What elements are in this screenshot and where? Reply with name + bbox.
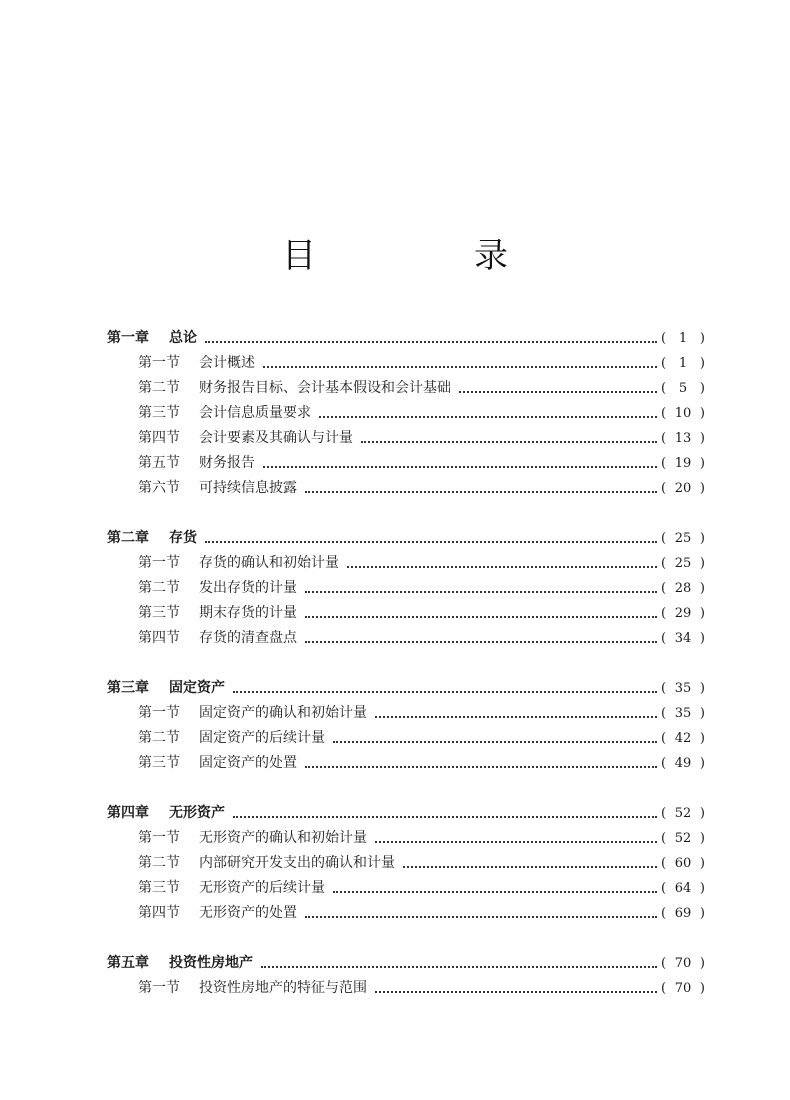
page-number-value: 1	[678, 331, 688, 346]
page-number	[661, 851, 705, 876]
page-number-value: 42	[674, 731, 692, 746]
close-paren: )	[699, 431, 705, 446]
open-paren: (	[661, 981, 667, 996]
dot-leader	[301, 626, 661, 651]
chapter-block	[107, 526, 705, 651]
open-paren: (	[661, 631, 667, 646]
page-number-value: 52	[674, 831, 692, 846]
dot-leader	[259, 351, 661, 376]
section-number: 第一节	[138, 555, 180, 571]
chapter-entry[interactable]	[107, 951, 705, 976]
chapter-title: 投资性房地产	[169, 955, 253, 971]
close-paren: )	[699, 556, 705, 571]
open-paren: (	[661, 681, 667, 696]
close-paren: )	[699, 831, 705, 846]
dot-leader	[399, 851, 661, 876]
close-paren: )	[699, 606, 705, 621]
dot-leader	[371, 701, 661, 726]
section-number: 第三节	[138, 880, 180, 896]
section-number: 第二节	[138, 730, 180, 746]
page-number-value: 20	[674, 481, 692, 496]
dot-leader	[301, 576, 661, 601]
section-entry[interactable]	[107, 826, 705, 851]
open-paren: (	[661, 356, 667, 371]
section-entry[interactable]	[107, 426, 705, 451]
toc-heading: 目 录	[282, 236, 570, 276]
section-title: 财务报告	[199, 455, 255, 471]
open-paren: (	[661, 706, 667, 721]
page-number-value: 34	[674, 631, 692, 646]
section-number: 第五节	[138, 455, 180, 471]
section-title: 固定资产的后续计量	[199, 730, 325, 746]
section-entry[interactable]	[107, 851, 705, 876]
close-paren: )	[699, 381, 705, 396]
section-entry[interactable]	[107, 751, 705, 776]
section-number: 第一节	[138, 705, 180, 721]
close-paren: )	[699, 331, 705, 346]
chapter-number: 第一章	[107, 330, 149, 346]
section-number: 第二节	[138, 380, 180, 396]
open-paren: (	[661, 581, 667, 596]
page-number	[661, 576, 705, 601]
section-entry[interactable]	[107, 401, 705, 426]
open-paren: (	[661, 431, 667, 446]
page-number-value: 52	[674, 806, 692, 821]
page-number	[661, 726, 705, 751]
close-paren: )	[699, 456, 705, 471]
section-number: 第三节	[138, 755, 180, 771]
close-paren: )	[699, 956, 705, 971]
close-paren: )	[699, 856, 705, 871]
open-paren: (	[661, 856, 667, 871]
open-paren: (	[661, 731, 667, 746]
dot-leader	[229, 801, 661, 826]
page-number	[661, 901, 705, 926]
dot-leader	[301, 476, 661, 501]
section-number: 第四节	[138, 430, 180, 446]
page-number	[661, 601, 705, 626]
section-number: 第六节	[138, 480, 180, 496]
section-title: 期末存货的计量	[199, 605, 297, 621]
page-number-value: 64	[674, 881, 692, 896]
chapter-block	[107, 951, 705, 1001]
chapter-title: 固定资产	[169, 680, 225, 696]
dot-leader	[301, 901, 661, 926]
open-paren: (	[661, 406, 667, 421]
dot-leader	[259, 451, 661, 476]
dot-leader	[371, 826, 661, 851]
section-entry[interactable]	[107, 576, 705, 601]
close-paren: )	[699, 706, 705, 721]
open-paren: (	[661, 906, 667, 921]
section-number: 第四节	[138, 905, 180, 921]
close-paren: )	[699, 681, 705, 696]
section-title: 固定资产的处置	[199, 755, 297, 771]
section-number: 第一节	[138, 980, 180, 996]
section-title: 投资性房地产的特征与范围	[199, 980, 367, 996]
open-paren: (	[661, 831, 667, 846]
open-paren: (	[661, 606, 667, 621]
section-entry[interactable]	[107, 551, 705, 576]
section-title: 会计信息质量要求	[199, 405, 311, 421]
page-number-value: 49	[674, 756, 692, 771]
chapter-number: 第二章	[107, 530, 149, 546]
section-title: 发出存货的计量	[199, 580, 297, 596]
dot-leader	[201, 326, 661, 351]
page-number	[661, 876, 705, 901]
section-title: 可持续信息披露	[199, 480, 297, 496]
section-entry[interactable]	[107, 451, 705, 476]
section-number: 第一节	[138, 830, 180, 846]
close-paren: )	[699, 356, 705, 371]
chapter-title: 总论	[169, 330, 197, 346]
chapter-block	[107, 326, 705, 501]
section-entry[interactable]	[107, 351, 705, 376]
close-paren: )	[699, 481, 705, 496]
close-paren: )	[699, 731, 705, 746]
page-number	[661, 401, 705, 426]
open-paren: (	[661, 331, 667, 346]
section-number: 第三节	[138, 405, 180, 421]
section-entry[interactable]	[107, 901, 705, 926]
section-title: 存货的确认和初始计量	[199, 555, 339, 571]
table-of-contents	[107, 326, 705, 1026]
chapter-title: 无形资产	[169, 805, 225, 821]
page-number	[661, 976, 705, 1001]
close-paren: )	[699, 881, 705, 896]
chapter-number: 第四章	[107, 805, 149, 821]
page-number-value: 10	[674, 406, 692, 421]
chapter-entry[interactable]	[107, 526, 705, 551]
open-paren: (	[661, 881, 667, 896]
dot-leader	[329, 726, 661, 751]
section-entry[interactable]	[107, 976, 705, 1001]
page-number	[661, 476, 705, 501]
page-number-value: 5	[678, 381, 688, 396]
page-number	[661, 676, 705, 701]
dot-leader	[329, 876, 661, 901]
page-number-value: 69	[674, 906, 692, 921]
page-number	[661, 351, 705, 376]
page-number	[661, 551, 705, 576]
page-number	[661, 326, 705, 351]
chapter-number: 第三章	[107, 680, 149, 696]
page-number-value: 13	[674, 431, 692, 446]
page-number	[661, 426, 705, 451]
section-title: 无形资产的处置	[199, 905, 297, 921]
section-number: 第一节	[138, 355, 180, 371]
chapter-block	[107, 676, 705, 776]
dot-leader	[315, 401, 661, 426]
section-number: 第二节	[138, 580, 180, 596]
section-entry[interactable]	[107, 876, 705, 901]
page-number-value: 35	[674, 706, 692, 721]
page-number-value: 60	[674, 856, 692, 871]
chapter-block	[107, 801, 705, 926]
page-number-value: 35	[674, 681, 692, 696]
open-paren: (	[661, 481, 667, 496]
page-number	[661, 701, 705, 726]
dot-leader	[371, 976, 661, 1001]
section-entry[interactable]	[107, 601, 705, 626]
chapter-entry[interactable]	[107, 801, 705, 826]
page-number	[661, 526, 705, 551]
chapter-title: 存货	[169, 530, 197, 546]
page-number-value: 1	[678, 356, 688, 371]
dot-leader	[343, 551, 661, 576]
chapter-entry[interactable]	[107, 326, 705, 351]
open-paren: (	[661, 956, 667, 971]
close-paren: )	[699, 531, 705, 546]
page-number-value: 25	[674, 531, 692, 546]
chapter-entry[interactable]	[107, 676, 705, 701]
page-number-value: 70	[674, 956, 692, 971]
page-number	[661, 951, 705, 976]
dot-leader	[201, 526, 661, 551]
dot-leader	[301, 601, 661, 626]
page-number-value: 19	[674, 456, 692, 471]
open-paren: (	[661, 806, 667, 821]
section-entry[interactable]	[107, 376, 705, 401]
section-title: 固定资产的确认和初始计量	[199, 705, 367, 721]
open-paren: (	[661, 556, 667, 571]
page-number-value: 70	[674, 981, 692, 996]
dot-leader	[257, 951, 661, 976]
section-number: 第二节	[138, 855, 180, 871]
section-entry[interactable]	[107, 726, 705, 751]
close-paren: )	[699, 406, 705, 421]
open-paren: (	[661, 531, 667, 546]
dot-leader	[357, 426, 661, 451]
close-paren: )	[699, 581, 705, 596]
open-paren: (	[661, 381, 667, 396]
section-number: 第三节	[138, 605, 180, 621]
dot-leader	[301, 751, 661, 776]
close-paren: )	[699, 756, 705, 771]
chapter-number: 第五章	[107, 955, 149, 971]
open-paren: (	[661, 756, 667, 771]
page-number	[661, 751, 705, 776]
section-title: 会计要素及其确认与计量	[199, 430, 353, 446]
section-title: 存货的清查盘点	[199, 630, 297, 646]
page-number-value: 28	[674, 581, 692, 596]
dot-leader	[229, 676, 661, 701]
page-number	[661, 801, 705, 826]
section-title: 会计概述	[199, 355, 255, 371]
dot-leader	[455, 376, 661, 401]
section-title: 无形资产的确认和初始计量	[199, 830, 367, 846]
page-number-value: 29	[674, 606, 692, 621]
section-number: 第四节	[138, 630, 180, 646]
open-paren: (	[661, 456, 667, 471]
page-number	[661, 376, 705, 401]
page-number	[661, 451, 705, 476]
page-number-value: 25	[674, 556, 692, 571]
close-paren: )	[699, 631, 705, 646]
section-entry[interactable]	[107, 626, 705, 651]
section-title: 无形资产的后续计量	[199, 880, 325, 896]
section-title: 财务报告目标、会计基本假设和会计基础	[199, 380, 451, 396]
close-paren: )	[699, 806, 705, 821]
section-entry[interactable]	[107, 476, 705, 501]
close-paren: )	[699, 981, 705, 996]
page-number	[661, 626, 705, 651]
section-title: 内部研究开发支出的确认和计量	[199, 855, 395, 871]
close-paren: )	[699, 906, 705, 921]
page-number	[661, 826, 705, 851]
section-entry[interactable]	[107, 701, 705, 726]
